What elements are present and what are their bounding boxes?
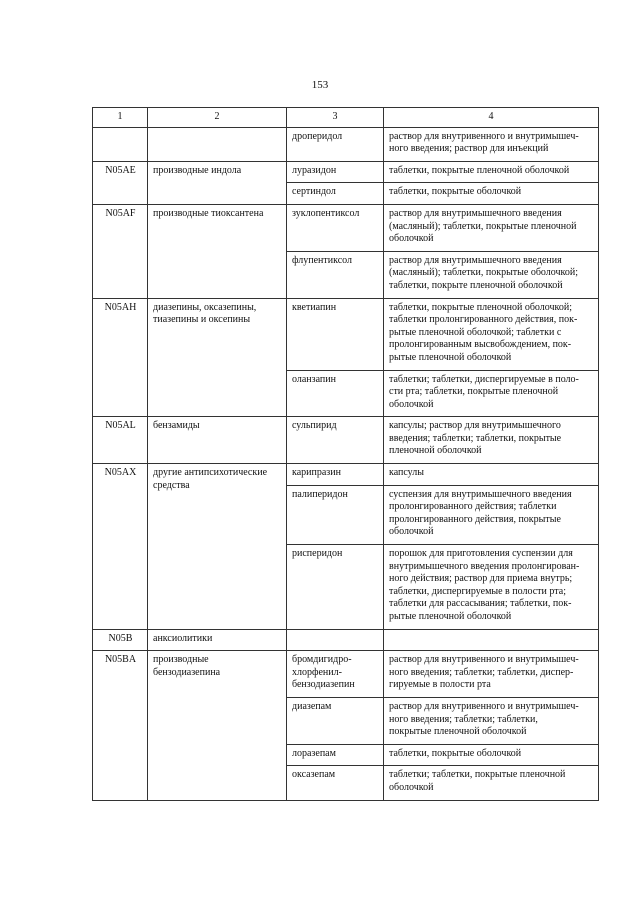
dosage-form-cell: раствор для внутримышечного введения (масляный); таблетки, покрытые пленочной оболочкой: [384, 204, 599, 251]
group-name-cell: диазепины, оксазепины, тиазепины и оксепины: [148, 298, 287, 417]
atc-code-cell: N05B: [93, 629, 148, 651]
drug-name-cell: палиперидон: [287, 485, 384, 544]
table-header-row: [93, 108, 599, 128]
group-name-cell: производные тиоксантена: [148, 204, 287, 298]
drug-name-cell: сульпирид: [287, 417, 384, 464]
drug-name-cell: диазепам: [287, 697, 384, 744]
column-header: 1: [93, 108, 148, 128]
drug-name-cell: кветиапин: [287, 298, 384, 370]
dosage-form-cell: капсулы: [384, 464, 599, 486]
drug-name-cell: оланзапин: [287, 370, 384, 417]
dosage-form-cell: таблетки; таблетки, покрытые пленочной оболочкой: [384, 766, 599, 800]
table-row: [93, 161, 599, 183]
drug-name-cell: рисперидон: [287, 545, 384, 630]
page-number: 153: [311, 79, 329, 91]
drug-name-cell: дроперидол: [287, 127, 384, 161]
dosage-form-cell: таблетки, покрытые пленочной оболочкой: [384, 161, 599, 183]
table-row: [93, 127, 599, 161]
atc-code-cell: N05AH: [93, 298, 148, 417]
table-row: [93, 464, 599, 486]
drug-table: [92, 107, 599, 801]
drug-name-cell: зуклопентиксол: [287, 204, 384, 251]
table-row: [93, 298, 599, 370]
dosage-form-cell: капсулы; раствор для внутримышечного введения; таблетки; таблетки, покрытые пленочной оболочкой: [384, 417, 599, 464]
drug-name-cell: [287, 629, 384, 651]
column-header: 2: [148, 108, 287, 128]
drug-name-cell: оксазепам: [287, 766, 384, 800]
table-row: [93, 204, 599, 251]
drug-name-cell: флупентиксол: [287, 251, 384, 298]
drug-name-cell: лоразепам: [287, 744, 384, 766]
dosage-form-cell: таблетки; таблетки, диспергируемые в поло- сти рта; таблетки, покрытые пленочной оболочкой: [384, 370, 599, 417]
dosage-form-cell: таблетки, покрытые оболочкой: [384, 744, 599, 766]
table-row: [93, 629, 599, 651]
table-row: [93, 651, 599, 698]
atc-code-cell: [93, 127, 148, 161]
atc-code-cell: N05AE: [93, 161, 148, 204]
column-header: 3: [287, 108, 384, 128]
atc-code-cell: N05AL: [93, 417, 148, 464]
dosage-form-cell: порошок для приготовления суспензии для внутримышечного введения пролонгирован- ного действия; раствор для приема внутрь; таблетки, диспергируемые в полости рта; таблетки для рассасывания; таблетки, пок- рытые пленочной оболочкой: [384, 545, 599, 630]
group-name-cell: производные индола: [148, 161, 287, 204]
group-name-cell: бензамиды: [148, 417, 287, 464]
dosage-form-cell: раствор для внутримышечного введения (масляный); таблетки, покрытые оболочкой; таблетки, покрыте пленочной оболочкой: [384, 251, 599, 298]
group-name-cell: другие антипсихотические средства: [148, 464, 287, 630]
column-header: 4: [384, 108, 599, 128]
dosage-form-cell: раствор для внутривенного и внутримышеч- ного введения; раствор для инъекций: [384, 127, 599, 161]
dosage-form-cell: суспензия для внутримышечного введения пролонгированного действия; таблетки пролонгированного действия, покрытые оболочкой: [384, 485, 599, 544]
dosage-form-cell: таблетки, покрытые пленочной оболочкой; таблетки пролонгированного действия, пок- рытые пленочной оболочкой; таблетки с пролонгированным высвобождением, пок- рытые пленочной оболочкой: [384, 298, 599, 370]
drug-name-cell: сертиндол: [287, 183, 384, 205]
group-name-cell: производные бензодиазепина: [148, 651, 287, 800]
atc-code-cell: N05AX: [93, 464, 148, 630]
dosage-form-cell: таблетки, покрытые оболочкой: [384, 183, 599, 205]
dosage-form-cell: [384, 629, 599, 651]
drug-name-cell: карипразин: [287, 464, 384, 486]
drug-name-cell: луразидон: [287, 161, 384, 183]
table-row: [93, 417, 599, 464]
atc-code-cell: N05BA: [93, 651, 148, 800]
group-name-cell: анксиолитики: [148, 629, 287, 651]
group-name-cell: [148, 127, 287, 161]
dosage-form-cell: раствор для внутривенного и внутримышеч- ного введения; таблетки; таблетки, диспер- гируемые в полости рта: [384, 651, 599, 698]
drug-name-cell: бромдигидро- хлорфенил- бензодиазепин: [287, 651, 384, 698]
dosage-form-cell: раствор для внутривенного и внутримышеч- ного введения; таблетки; таблетки, покрытые пленочной оболочкой: [384, 697, 599, 744]
atc-code-cell: N05AF: [93, 204, 148, 298]
